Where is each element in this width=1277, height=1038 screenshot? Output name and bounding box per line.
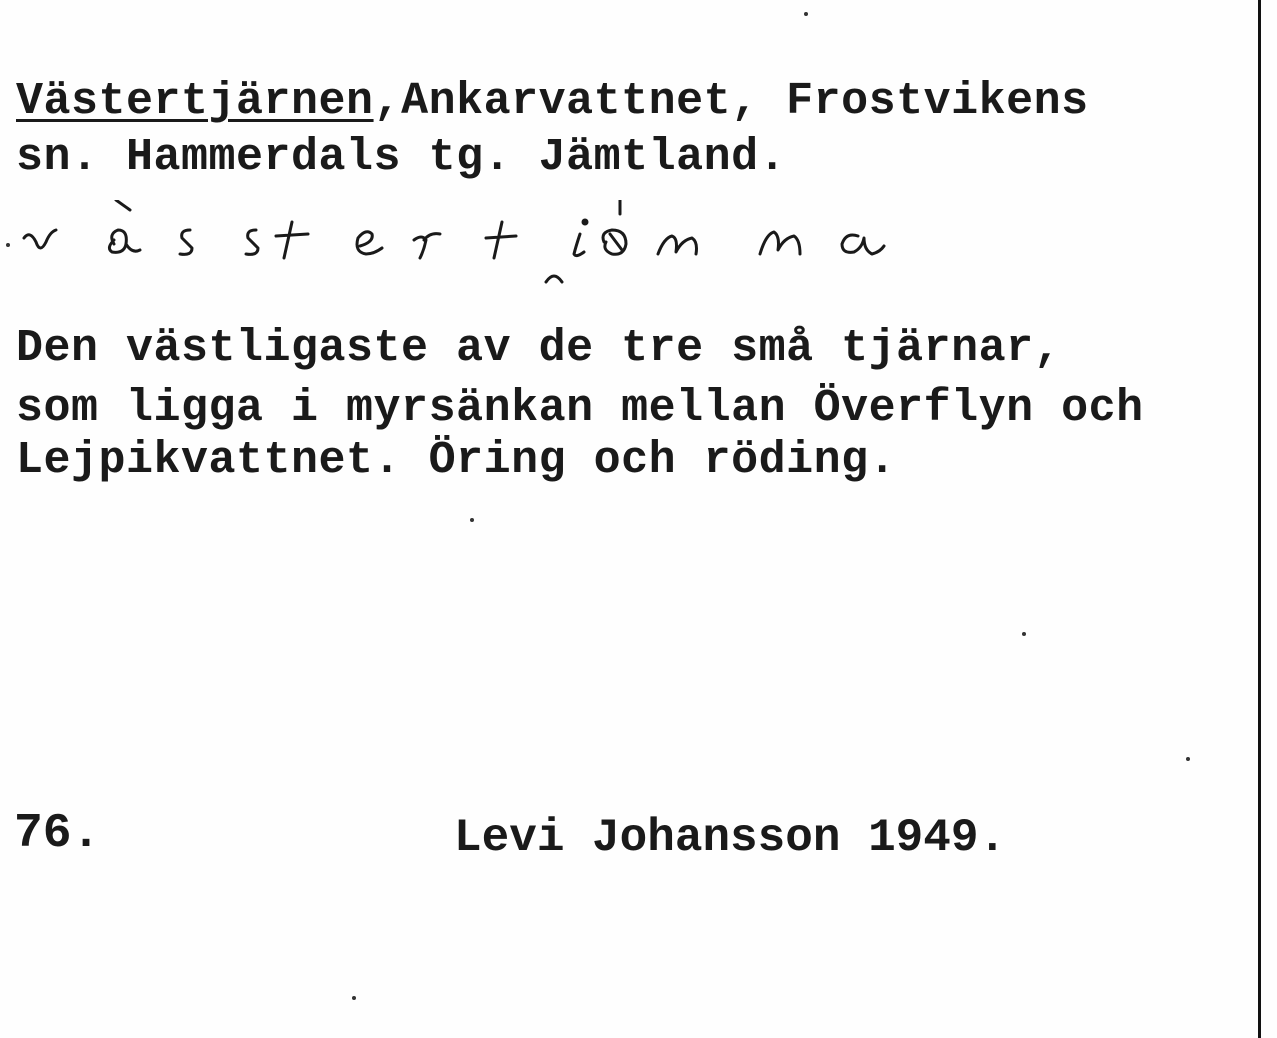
description-line-3: Lejpikvattnet. Öring och röding. (16, 435, 897, 486)
heading-line-1 (16, 76, 1089, 128)
description-line-2: som ligga i myrsänkan mellan Överflyn och (16, 383, 1144, 434)
paper-speck (1186, 757, 1190, 761)
paper-speck (1022, 632, 1026, 636)
heading-line-2: sn. Hammerdals tg. Jämtland. (16, 132, 787, 183)
description-line-1: Den västligaste av de tre små tjärnar, (16, 323, 1062, 374)
card-edge-line (1258, 0, 1261, 1038)
paper-speck (804, 12, 808, 16)
author-year: Levi Johansson 1949. (454, 812, 1007, 864)
place-location: ,Ankarvattnet, Frostvikens (373, 76, 1089, 127)
paper-speck (470, 518, 474, 522)
paper-speck (352, 996, 356, 1000)
place-name: Västertjärnen (16, 76, 374, 127)
card-number: 76. (14, 807, 101, 861)
phonetic-transcription (22, 200, 922, 290)
paper-speck (6, 243, 10, 247)
